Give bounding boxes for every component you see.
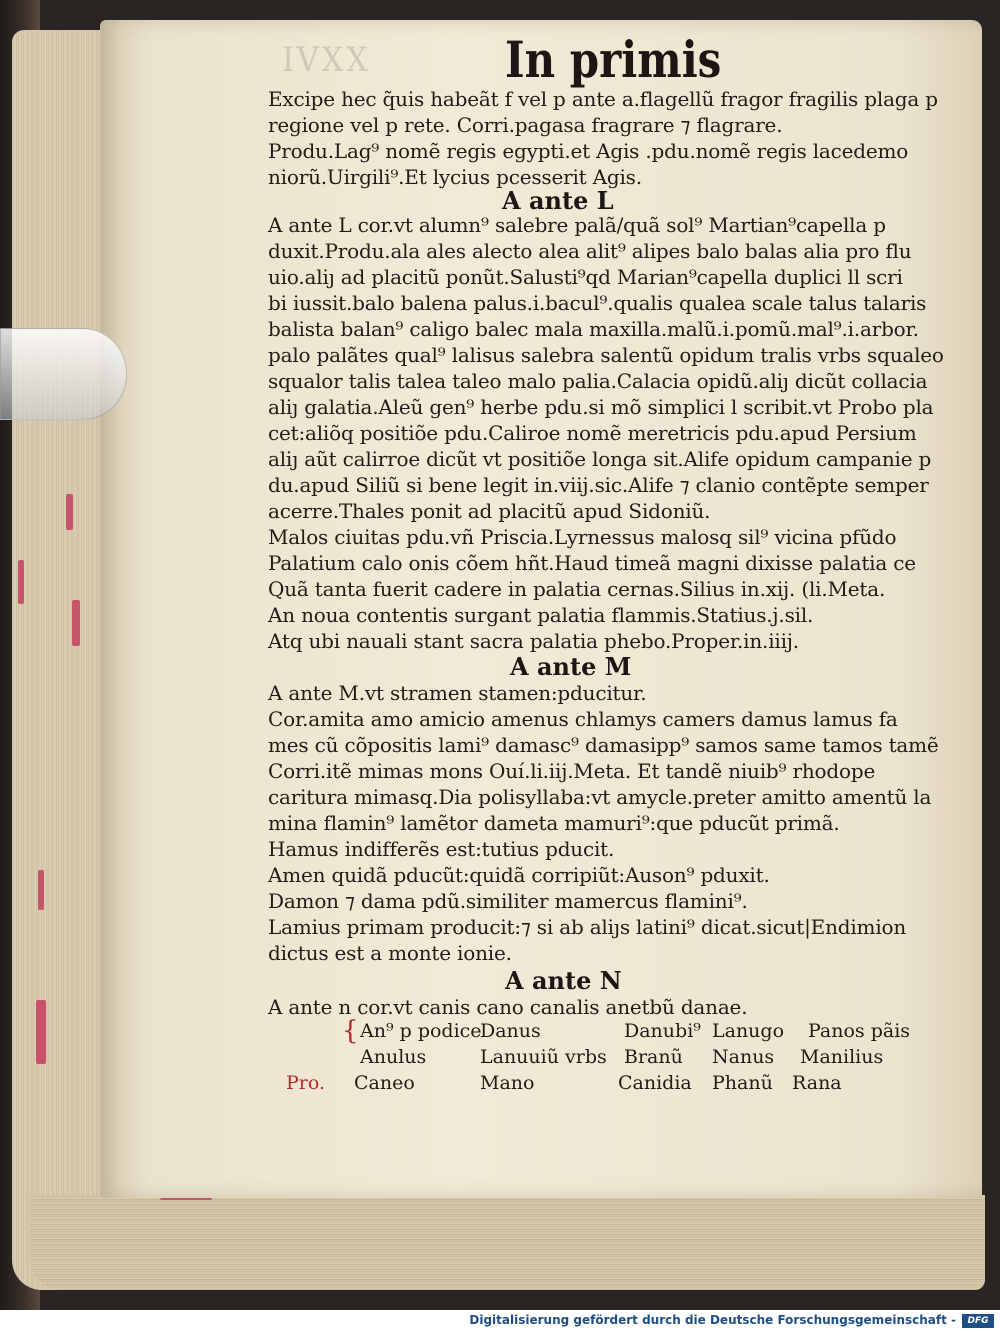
text-line: Corri.itẽ mimas mons Ouí.li.iij.Meta. Et tandẽ niuib⁹ rhodope xyxy=(268,759,876,783)
text-line: Malos ciuitas pdu.vñ Priscia.Lyrnessus malosq sil⁹ vicina pfũdo xyxy=(268,525,897,549)
text-line: aliȷ galatia.Aleũ gen⁹ herbe pdu.si mõ simplici l scribit.vt Probo pla xyxy=(268,395,934,419)
word-cell: Branũ xyxy=(624,1046,683,1068)
page-edges-bottom xyxy=(30,1195,985,1290)
dfg-logo: DFG xyxy=(962,1314,994,1328)
page-holder-clip xyxy=(0,328,127,420)
text-line: Lamius primam producit:⁊ si ab aliȷs latini⁹ dicat.sicut|Endimion xyxy=(268,915,907,939)
text-line: aliȷ aũt calirroe dicũt vt positiõe longa sit.Alife opidum campanie p xyxy=(268,447,932,471)
page-edges-left xyxy=(12,30,107,1290)
text-line: mina flamin⁹ lamẽtor dameta mamuri⁹:que pducũt primã. xyxy=(268,811,840,835)
word-cell: An⁹ p podice xyxy=(360,1020,482,1042)
word-label: Pro. xyxy=(286,1072,326,1094)
word-cell: Danubi⁹ xyxy=(624,1020,701,1042)
section-heading-am: A ante M xyxy=(510,652,632,681)
word-cell: Phanũ xyxy=(712,1072,773,1094)
word-cell: Mano xyxy=(480,1072,535,1094)
text-line: Amen quidã pducũt:quidã corripiũt:Auson⁹ pduxit. xyxy=(268,863,770,887)
word-cell: Danus xyxy=(480,1020,541,1042)
word-cell: Anulus xyxy=(360,1046,427,1068)
text-line: du.apud Siliũ si bene legit in.viij.sic.Alife ⁊ clanio contẽpte semper xyxy=(268,473,929,497)
text-line: niorũ.Uirgili⁹.Et lycius pcesserit Agis. xyxy=(268,165,642,189)
word-cell: Lanugo xyxy=(712,1020,785,1042)
text-line: A ante L cor.vt alumn⁹ salebre palã/quã sol⁹ Martian⁹capella p xyxy=(268,213,886,237)
word-cell: Nanus xyxy=(712,1046,775,1068)
text-line: Produ.Lag⁹ nomẽ regis egypti.et Agis .pdu.nomẽ regis lacedemo xyxy=(268,139,909,163)
word-cell: Lanuuiũ vrbs xyxy=(480,1046,607,1068)
word-cell: Manilius xyxy=(800,1046,884,1068)
text-line: Quã tanta fuerit cadere in palatia cernas.Silius in.xij. (li.Meta. xyxy=(268,577,886,601)
text-line: Damon ⁊ dama pdũ.similiter mamercus flamini⁹. xyxy=(268,889,748,913)
text-line: bi iussit.balo balena palus.i.bacul⁹.qualis qualea scale talus talaris xyxy=(268,291,927,315)
text-line: An noua contentis surgant palatia flammis.Statius.j.sil. xyxy=(268,603,814,627)
word-cell: Caneo xyxy=(354,1072,415,1094)
text-line: duxit.Produ.ala ales alecto alea alit⁹ alipes balo balas alia pro flu xyxy=(268,239,912,263)
faded-stamp: IVXX xyxy=(282,40,371,80)
text-line: cet:aliõq positiõe pdu.Caliroe nomẽ meretricis pdu.apud Persium xyxy=(268,421,917,445)
text-line: dictus est a monte ionie. xyxy=(268,941,512,965)
text-line: A ante M.vt stramen stamen:pducitur. xyxy=(268,681,647,705)
digitization-footer xyxy=(0,1310,1000,1332)
text-line: Palatium calo onis cõem hñt.Haud timeã magni dixisse palatia ce xyxy=(268,551,916,575)
section-heading-al: A ante L xyxy=(502,186,614,215)
text-line: caritura mimasq.Dia polisyllaba:vt amycle.preter amitto amentũ la xyxy=(268,785,932,809)
word-table-row xyxy=(280,1072,900,1098)
word-table-row: { An⁹ p podice Danus Danubi⁹ Lanugo Panos pãis xyxy=(342,1016,911,1046)
text-line: mes cũ cõpositis lami⁹ damasc⁹ damasipp⁹ samos same tamos tamẽ xyxy=(268,733,939,757)
text-line: squalor talis talea taleo malo palia.Calacia opidũ.aliȷ dicũt collacia xyxy=(268,369,928,393)
text-line: acerre.Thales ponit ad placitũ apud Sidoniũ. xyxy=(268,499,711,523)
word-cell: Canidia xyxy=(618,1072,692,1094)
text-line: Excipe hec q̃uis habeãt f vel p ante a.flagellũ fragor fragilis plaga p xyxy=(268,87,938,111)
text-line: A ante n cor.vt canis cano canalis anetbũ danae. xyxy=(268,995,748,1019)
word-cell: Rana xyxy=(792,1072,842,1094)
text-line: Cor.amita amo amicio amenus chlamys camers damus lamus fa xyxy=(268,707,898,731)
funding-notice: Digitalisierung gefördert durch die Deutsche Forschungsgemeinschaft - xyxy=(469,1313,956,1327)
text-line: balista balan⁹ caligo balec mala maxilla.malũ.i.pomũ.mal⁹.i.arbor. xyxy=(268,317,919,341)
text-line: regione vel p rete. Corri.pagasa fragrare ⁊ flagrare. xyxy=(268,113,783,137)
text-line: Hamus indifferẽs est:tutius pducit. xyxy=(268,837,615,861)
word-cell: Panos pãis xyxy=(808,1020,911,1042)
text-line: palo palãtes qual⁹ lalisus salebra salentũ opidum tralis vrbs squaleo xyxy=(268,343,944,367)
text-line: Atq ubi nauali stant sacra palatia phebo.Proper.in.iiij. xyxy=(268,629,799,653)
section-heading-an: A ante N xyxy=(505,966,622,995)
text-line: uio.aliȷ ad placitũ ponũt.Salusti⁹qd Marian⁹capella duplici ll scri xyxy=(268,265,903,289)
page-title: In primis xyxy=(505,30,722,89)
word-table-row xyxy=(280,1046,900,1072)
